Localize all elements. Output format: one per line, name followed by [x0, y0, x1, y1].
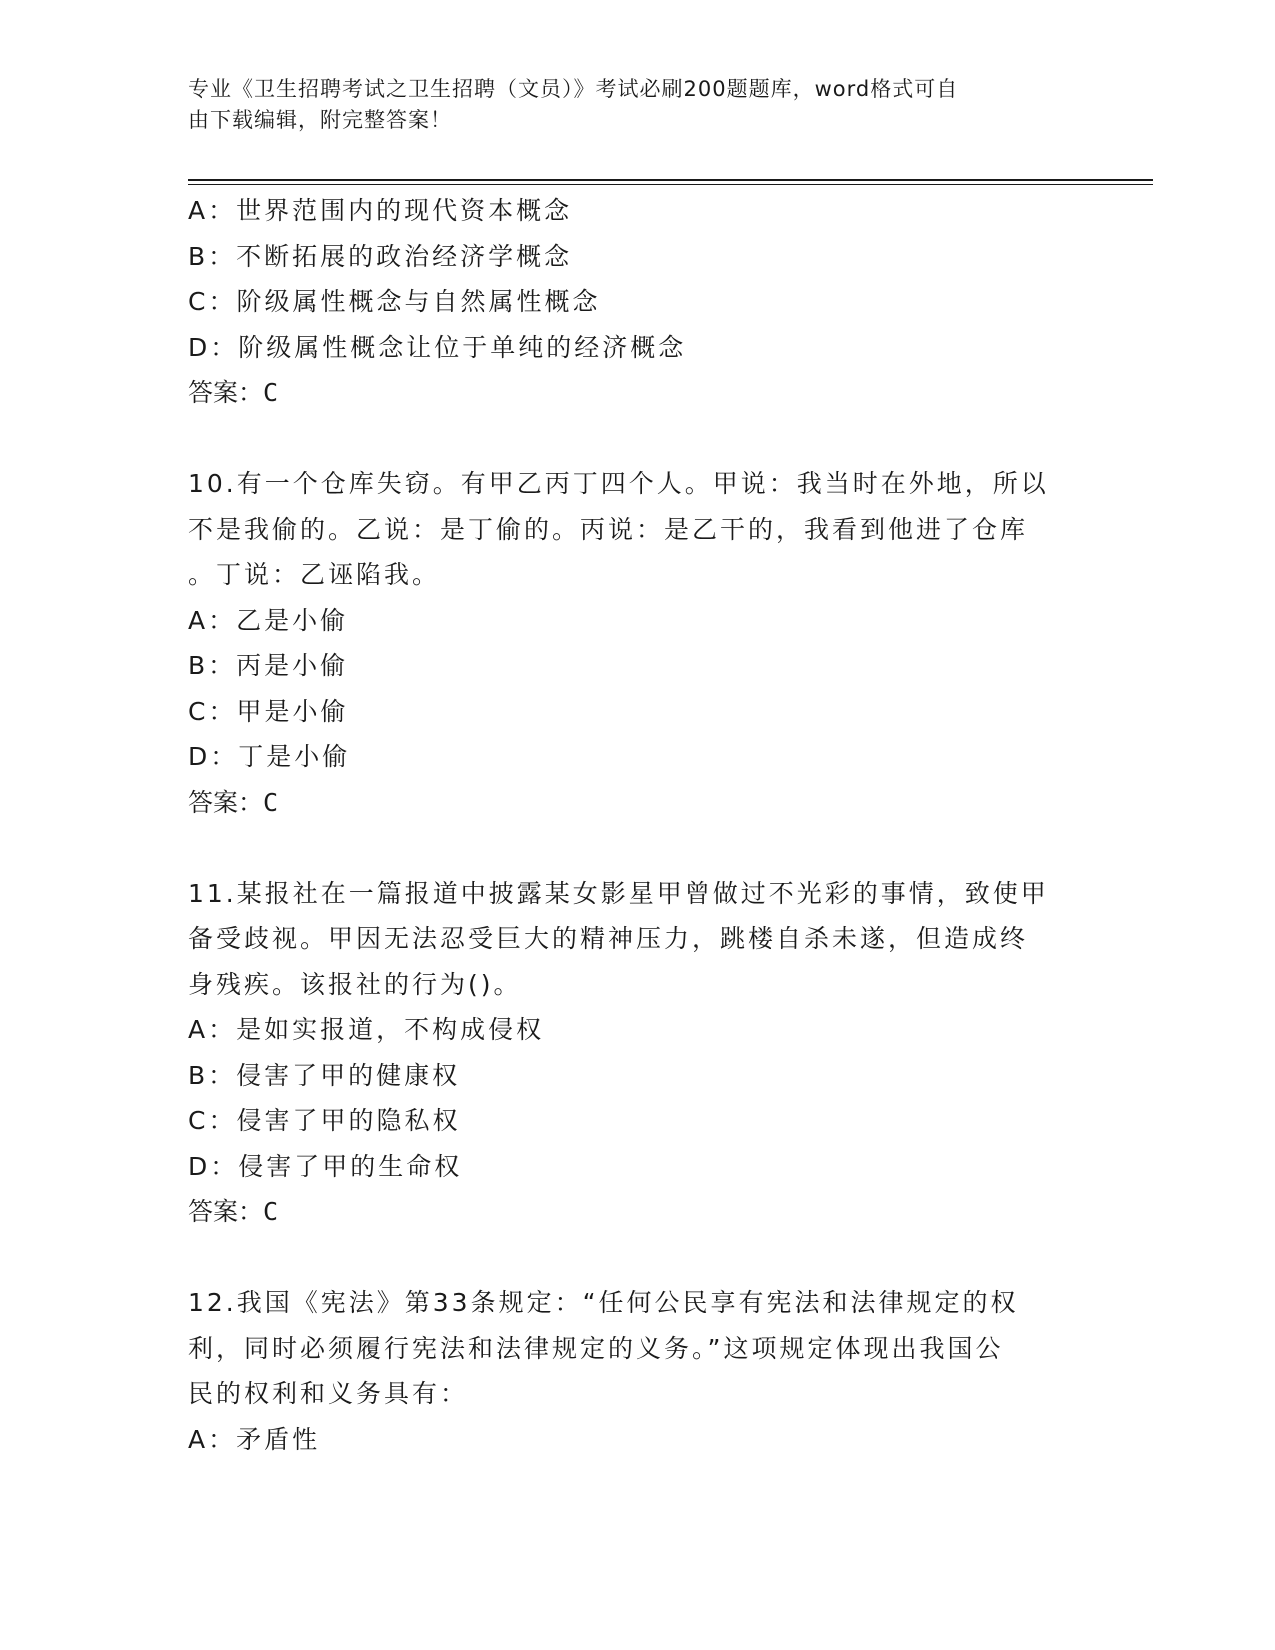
question-stem-line: 不是我偷的。乙说：是丁偷的。丙说：是乙干的，我看到他进了仓库	[188, 514, 1029, 544]
option-a: A：矛盾性	[188, 1424, 321, 1454]
document-header	[188, 74, 1068, 136]
question-12	[188, 1280, 1068, 1462]
option-d: D：阶级属性概念让位于单纯的经济概念	[188, 332, 687, 362]
spacer	[188, 1235, 1068, 1281]
question-11	[188, 871, 1068, 1235]
header-line-1: 专业《卫生招聘考试之卫生招聘（文员）》考试必刷200题题库，word格式可自	[188, 77, 959, 101]
answer: 答案：C	[188, 787, 279, 817]
option-a: A：是如实报道，不构成侵权	[188, 1015, 545, 1044]
option-c: C：甲是小偷	[188, 696, 349, 726]
question-stem-line: 民的权利和义务具有：	[188, 1379, 469, 1408]
option-b: B：不断拓展的政治经济学概念	[188, 241, 573, 271]
question-stem-line: 身残疾。该报社的行为()。	[188, 969, 522, 999]
option-a: A：世界范围内的现代资本概念	[188, 196, 573, 225]
option-b: B：丙是小偷	[188, 651, 349, 680]
option-c: C：阶级属性概念与自然属性概念	[188, 287, 601, 316]
question-9	[188, 188, 1068, 416]
option-b: B：侵害了甲的健康权	[188, 1060, 461, 1090]
option-d: D：侵害了甲的生命权	[188, 1151, 463, 1181]
spacer	[188, 825, 1068, 871]
question-stem-line: 备受歧视。甲因无法忍受巨大的精神压力，跳楼自杀未遂，但造成终	[188, 924, 1029, 953]
question-stem-line: 利，同时必须履行宪法和法律规定的义务。”这项规定体现出我国公	[188, 1333, 1004, 1363]
question-stem-line: 。丁说：乙诬陷我。	[188, 560, 441, 589]
option-c: C：侵害了甲的隐私权	[188, 1106, 461, 1135]
option-d: D：丁是小偷	[188, 742, 351, 771]
question-stem-line: 12.我国《宪法》第33条规定：“任何公民享有宪法和法律规定的权	[188, 1288, 1019, 1317]
header-line-2: 由下载编辑，附完整答案！	[188, 108, 452, 132]
question-10	[188, 461, 1068, 825]
question-list	[188, 188, 1068, 1462]
answer: 答案：C	[188, 378, 279, 407]
answer: 答案：C	[188, 1197, 279, 1226]
question-stem-line: 10.有一个仓库失窃。有甲乙丙丁四个人。甲说：我当时在外地，所以	[188, 469, 1049, 498]
header-divider-thick	[188, 179, 1153, 181]
header-divider-thin	[188, 184, 1153, 185]
question-stem-line: 11.某报社在一篇报道中披露某女影星甲曾做过不光彩的事情，致使甲	[188, 878, 1049, 908]
option-a: A：乙是小偷	[188, 605, 349, 635]
spacer	[188, 416, 1068, 462]
